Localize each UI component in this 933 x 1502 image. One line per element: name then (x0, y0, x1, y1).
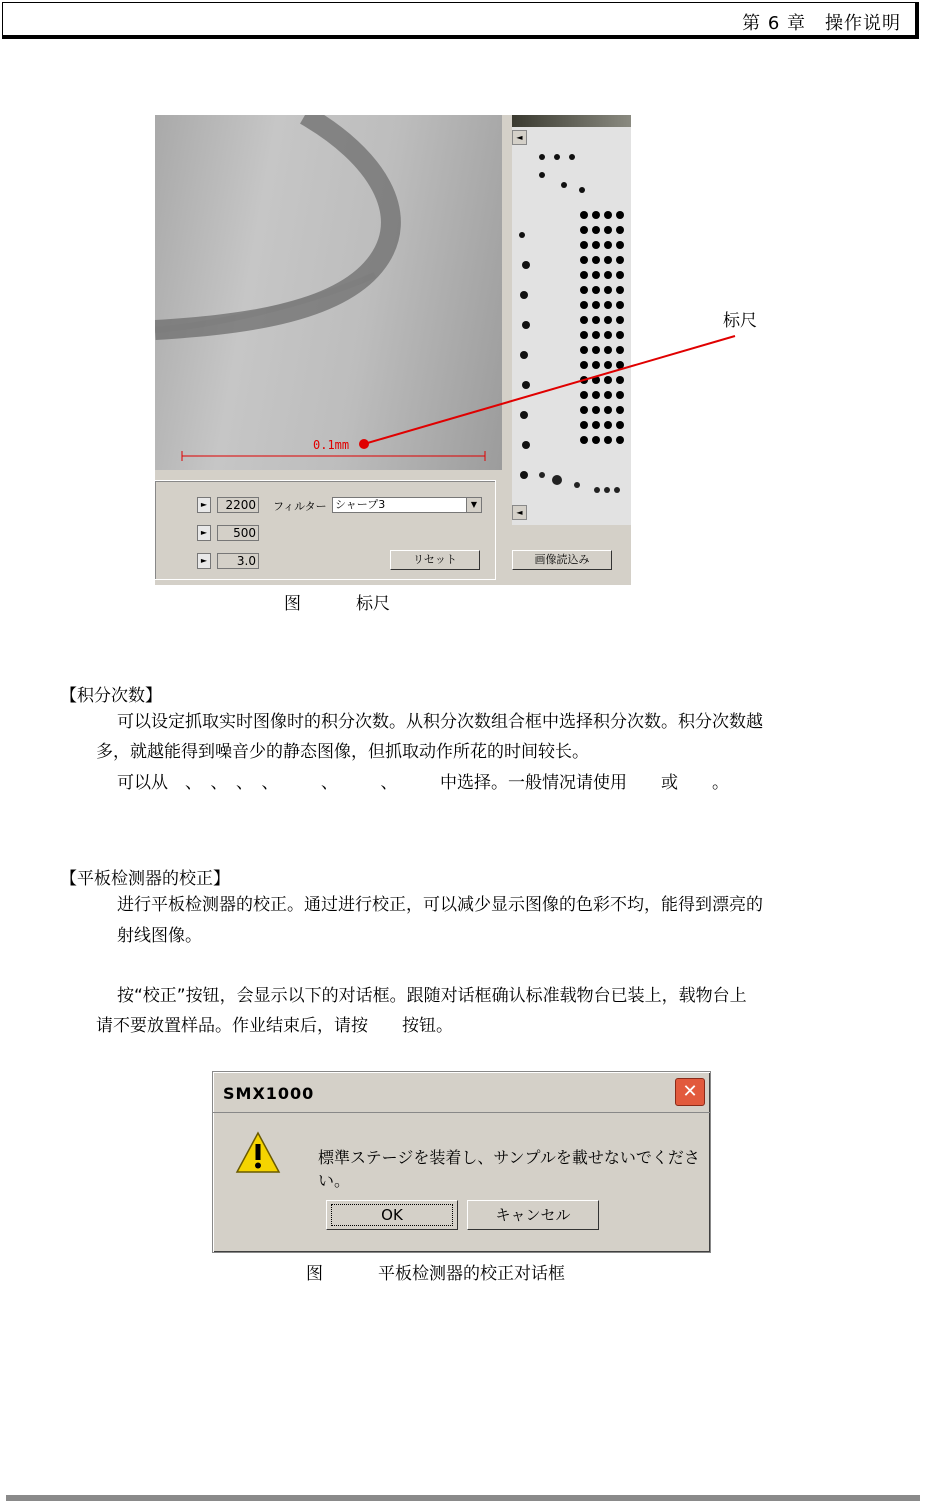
scroll-left-icon[interactable]: ◄ (512, 130, 527, 145)
callout-line (0, 0, 933, 620)
filter-combo-value: シャープ3 (335, 498, 386, 511)
section-heading-calibration: 【平板检测器的校正】 (60, 869, 230, 889)
gain-value[interactable]: 2200 (217, 497, 259, 513)
value-3[interactable]: 3.0 (217, 553, 259, 569)
integration-para1-line2: 多，就越能得到噪音少的静态图像，但抓取动作所花的时间较长。 (96, 742, 589, 762)
calibration-para2-line1: 按“校正”按钮，会显示以下的对话框。跟随对话框确认标准载物台已装上，载物台上 (117, 986, 747, 1006)
spin-right-icon[interactable]: ► (197, 553, 211, 569)
figure2-caption-text: 平板检测器的校正对话框 (378, 1264, 565, 1284)
ok-button-label: OK (331, 1204, 453, 1226)
figure1-caption-text: 标尺 (356, 594, 390, 614)
figure1-caption-prefix: 图 (284, 594, 301, 614)
dialog-title: SMX1000 (223, 1084, 315, 1103)
chevron-down-icon[interactable]: ▼ (466, 498, 481, 512)
callout-label: 标尺 (723, 311, 757, 331)
ok-button[interactable] (326, 1200, 458, 1230)
calibration-dialog (212, 1071, 711, 1253)
close-icon[interactable]: ✕ (675, 1078, 705, 1106)
filter-label: フィルター (273, 500, 327, 513)
dialog-message: 標準ステージを装着し、サンプルを載せないでください。 (318, 1148, 700, 1190)
scale-bar-label: 0.1mm (313, 438, 350, 452)
footer-rule (6, 1495, 920, 1501)
spin-right-icon[interactable]: ► (197, 497, 211, 513)
reset-button[interactable]: リセット (390, 550, 480, 570)
load-image-button[interactable]: 画像読込み (512, 550, 612, 570)
integration-para2: 可以从 、 、 、 、 、 、 中选择。一般情况请使用 或 。 (117, 773, 729, 793)
spin-right-icon[interactable]: ► (197, 525, 211, 541)
figure2-caption-prefix: 图 (306, 1264, 323, 1284)
section-heading-integration: 【积分次数】 (60, 686, 162, 706)
calibration-para2-line2: 请不要放置样品。作业结束后，请按 按钮。 (96, 1016, 453, 1036)
cancel-button[interactable]: キャンセル (467, 1200, 599, 1230)
calibration-para1-line1: 进行平板检测器的校正。通过进行校正，可以减少显示图像的色彩不均，能得到漂亮的 (117, 895, 763, 915)
chapter-title: 第 6 章 操作说明 (742, 13, 901, 34)
integration-para1-line1: 可以设定抓取实时图像时的积分次数。从积分次数组合框中选择积分次数。积分次数越 (117, 712, 763, 732)
dialog-divider (213, 1112, 710, 1113)
value-2[interactable]: 500 (217, 525, 259, 541)
calibration-para1-line2: 射线图像。 (117, 926, 202, 946)
warning-icon (235, 1130, 281, 1176)
scroll-bottom-left-icon[interactable]: ◄ (512, 505, 527, 520)
